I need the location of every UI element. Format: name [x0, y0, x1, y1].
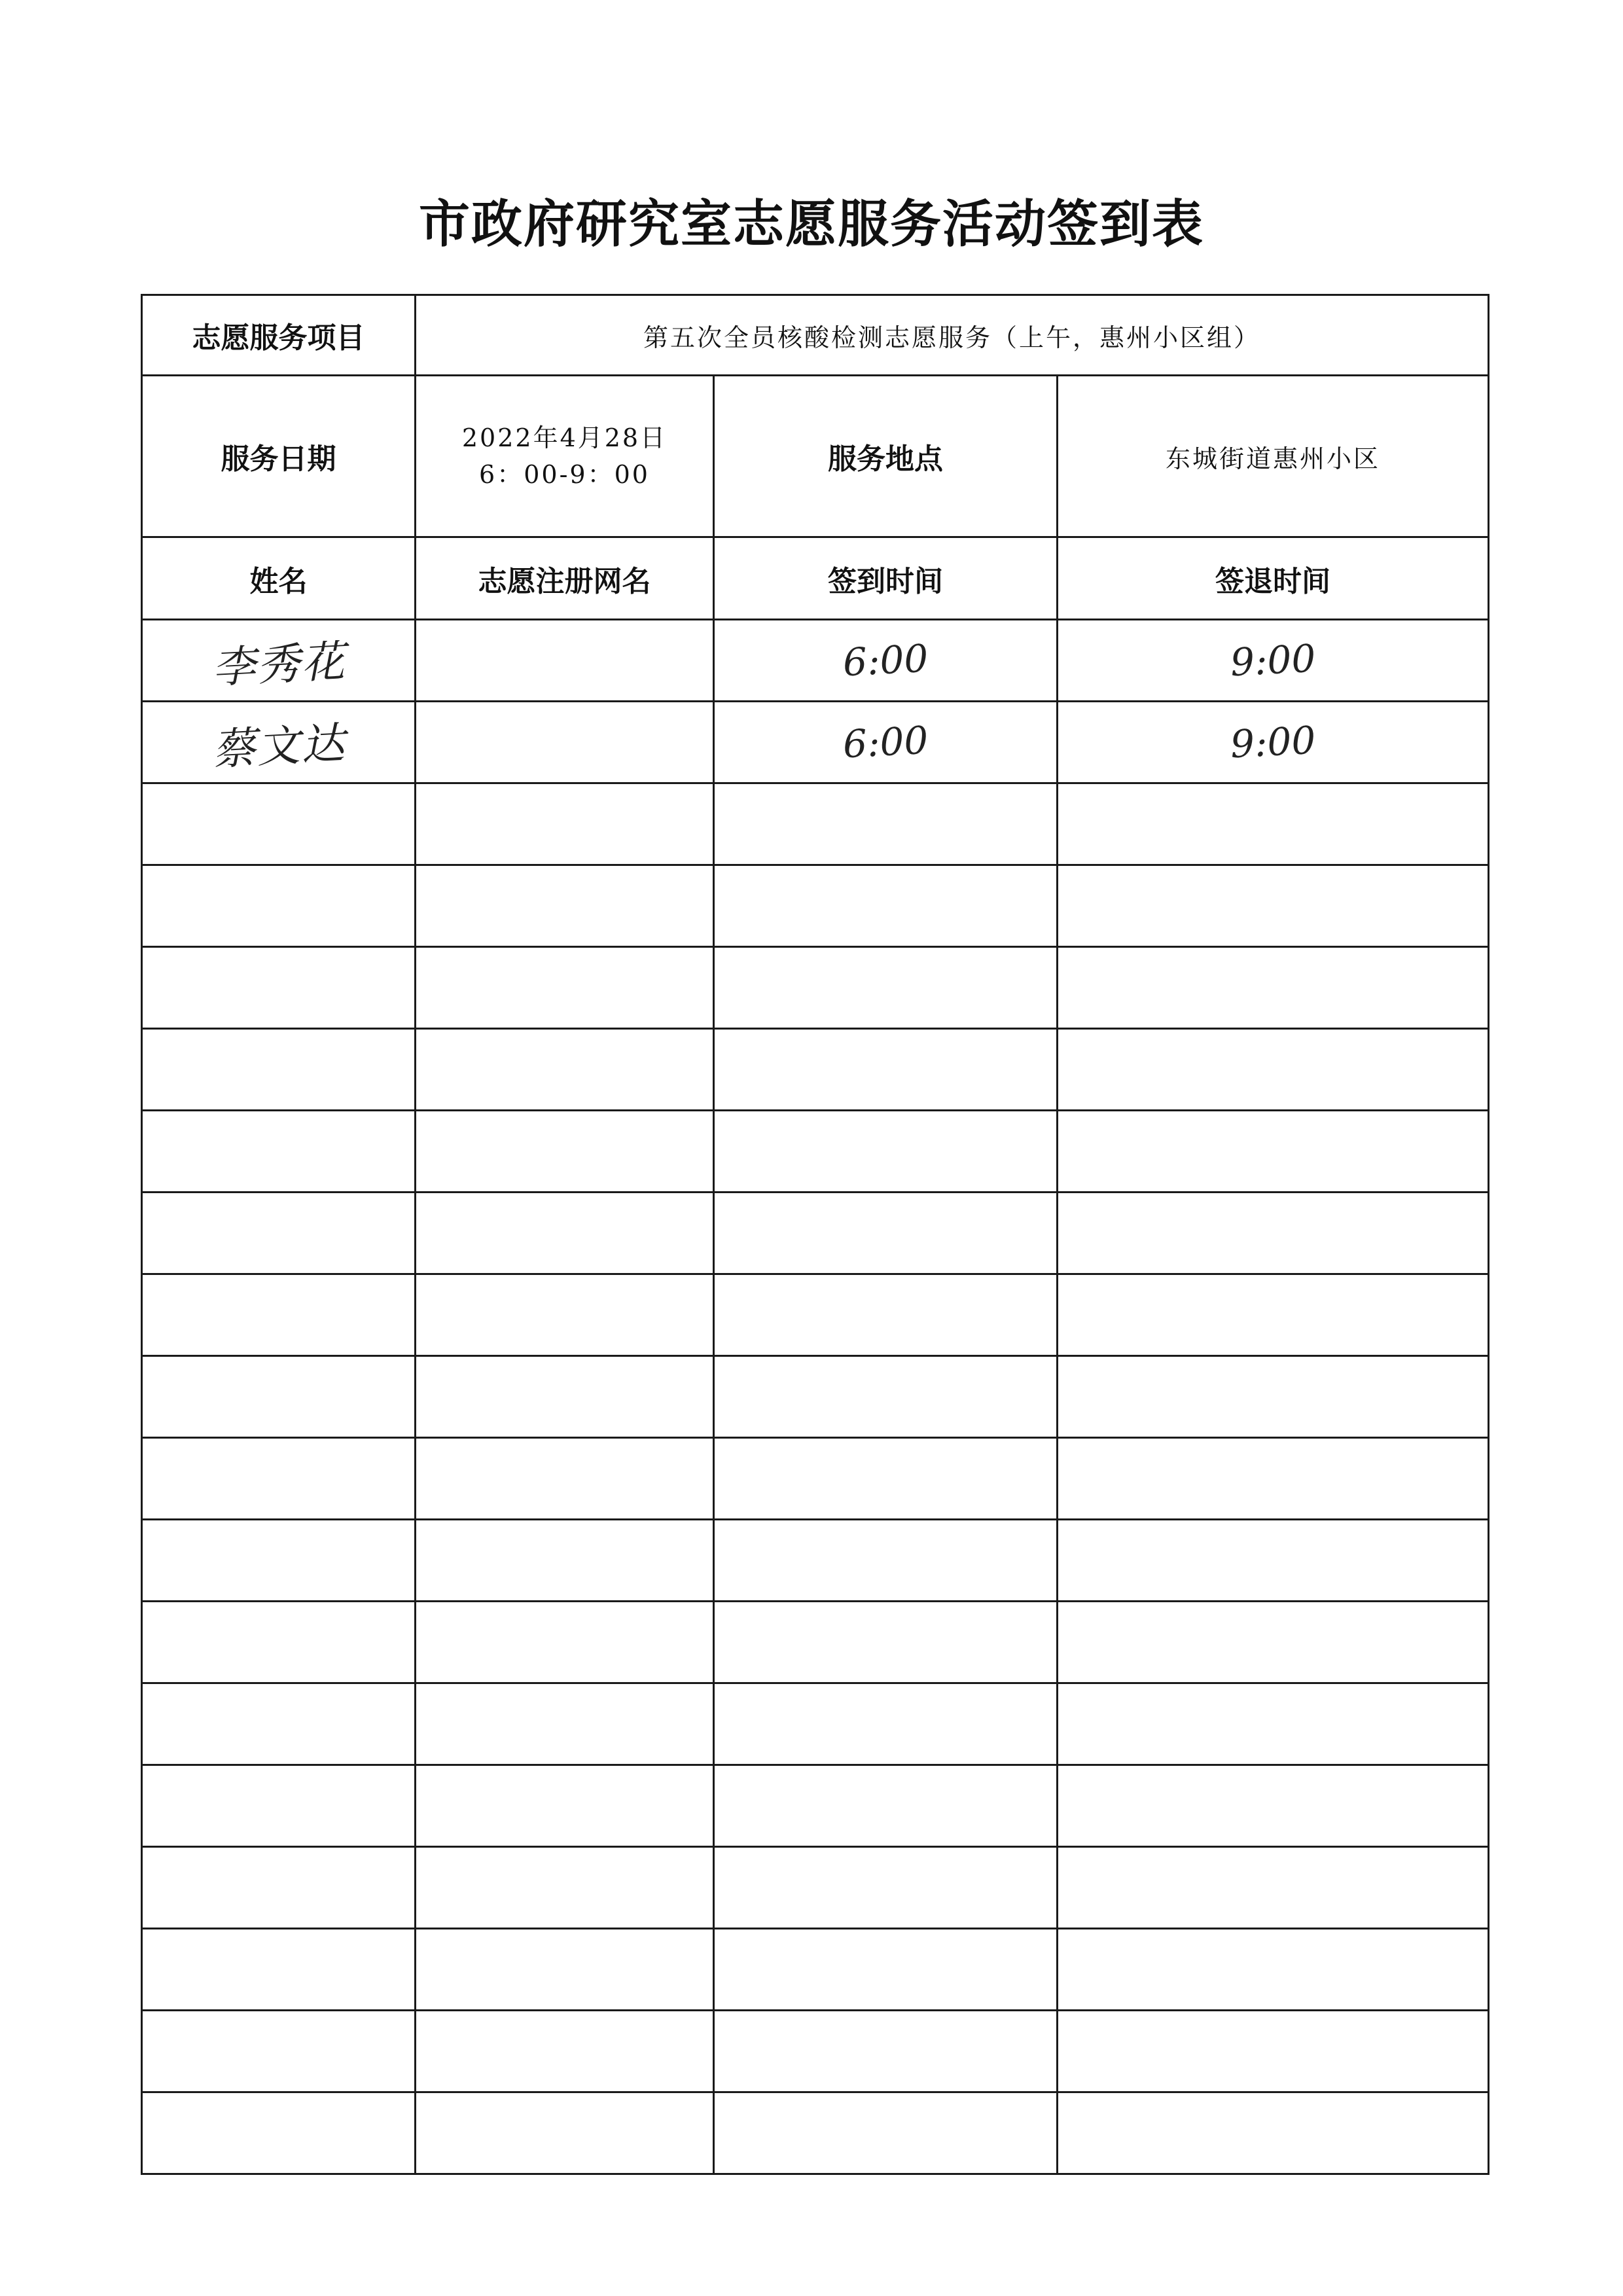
- table-row: [142, 865, 1489, 947]
- sign-in-time-cell: [714, 1602, 1058, 1683]
- signer-name-cell: [142, 1438, 416, 1520]
- registered-name-cell: [416, 1520, 714, 1602]
- sign-in-time-cell: [714, 865, 1058, 947]
- table-row: [142, 2011, 1489, 2092]
- service-date-label: 服务日期: [142, 376, 416, 537]
- service-date-value: [416, 376, 714, 537]
- table-row: [142, 702, 1489, 783]
- registered-name-cell: [416, 1111, 714, 1193]
- sign-out-time-cell: [1058, 1929, 1489, 2011]
- sign-in-time-cell: [714, 620, 1058, 702]
- sign-out-time-cell: [1058, 1602, 1489, 1683]
- registered-name-cell: [416, 1847, 714, 1929]
- table-row: [142, 947, 1489, 1029]
- sign-in-time-cell: [714, 1274, 1058, 1356]
- signer-name: 李秀花: [210, 636, 347, 693]
- sign-out-time-cell: [1058, 2011, 1489, 2092]
- date-place-row: [142, 376, 1489, 537]
- sign-out-time-cell: [1058, 1111, 1489, 1193]
- registered-name-cell: [416, 1274, 714, 1356]
- signer-name-cell: [142, 1029, 416, 1111]
- signer-name-cell: [142, 1193, 416, 1274]
- sign-in-time-cell: [714, 1520, 1058, 1602]
- sign-in-time-cell: [714, 1356, 1058, 1438]
- sign-out-time: 9:00: [1229, 717, 1317, 767]
- registered-name-cell: [416, 1438, 714, 1520]
- signer-name-cell: [142, 947, 416, 1029]
- registered-name-cell: [416, 1356, 714, 1438]
- signer-name-cell: [142, 1847, 416, 1929]
- table-row: [142, 1193, 1489, 1274]
- sign-out-time: 9:00: [1229, 636, 1317, 685]
- sign-out-time-cell: [1058, 1683, 1489, 1765]
- project-label: 志愿服务项目: [142, 295, 416, 376]
- sign-out-time-cell: [1058, 702, 1489, 783]
- sign-in-time-cell: [714, 1193, 1058, 1274]
- service-place-label: 服务地点: [714, 376, 1058, 537]
- service-place-value: 东城街道惠州小区: [1058, 376, 1489, 537]
- registered-name-cell: [416, 1029, 714, 1111]
- sign-out-time-cell: [1058, 2092, 1489, 2174]
- registered-name-cell: [416, 1765, 714, 1847]
- table-row: [142, 2092, 1489, 2174]
- registered-name-cell: [416, 783, 714, 865]
- signer-name-cell: [142, 1683, 416, 1765]
- column-header-sign-in-time: 签到时间: [714, 537, 1058, 620]
- table-row: [142, 1356, 1489, 1438]
- page-title: 市政府研究室志愿服务活动签到表: [418, 194, 1204, 254]
- sign-in-time: 6:00: [842, 717, 929, 767]
- service-date: 2022年4月28日: [461, 423, 668, 452]
- sign-in-time-cell: [714, 947, 1058, 1029]
- column-header-row: [142, 537, 1489, 620]
- signer-name-cell: [142, 1274, 416, 1356]
- table-row: [142, 1929, 1489, 2011]
- sign-out-time-cell: [1058, 620, 1489, 702]
- registered-name-cell: [416, 620, 714, 702]
- signer-name-cell: [142, 1356, 416, 1438]
- signer-name-cell: [142, 1111, 416, 1193]
- signer-name-cell: [142, 2011, 416, 2092]
- registered-name-cell: [416, 865, 714, 947]
- sign-out-time-cell: [1058, 1274, 1489, 1356]
- table-row: [142, 1847, 1489, 1929]
- sign-in-time-cell: [714, 783, 1058, 865]
- sign-in-time: 6:00: [842, 636, 929, 685]
- table-row: [142, 783, 1489, 865]
- project-row: [142, 295, 1489, 376]
- sign-in-time-cell: [714, 702, 1058, 783]
- sign-in-time-cell: [714, 2092, 1058, 2174]
- sign-in-time-cell: [714, 1929, 1058, 2011]
- signer-name-cell: [142, 783, 416, 865]
- sign-in-time-cell: [714, 1765, 1058, 1847]
- table-row: [142, 1602, 1489, 1683]
- signer-name-cell: [142, 1765, 416, 1847]
- signer-name-cell: [142, 620, 416, 702]
- registered-name-cell: [416, 2011, 714, 2092]
- registered-name-cell: [416, 1683, 714, 1765]
- signer-name-cell: [142, 1520, 416, 1602]
- sign-in-table: [141, 294, 1489, 2175]
- table-row: [142, 1683, 1489, 1765]
- registered-name-cell: [416, 947, 714, 1029]
- signer-name: 蔡文达: [210, 717, 347, 775]
- table-row: [142, 1274, 1489, 1356]
- sign-out-time-cell: [1058, 865, 1489, 947]
- signer-name-cell: [142, 865, 416, 947]
- table-row: [142, 1438, 1489, 1520]
- sign-in-time-cell: [714, 1111, 1058, 1193]
- sign-out-time-cell: [1058, 783, 1489, 865]
- sign-out-time-cell: [1058, 1193, 1489, 1274]
- service-time: 6：00-9：00: [479, 460, 650, 489]
- sign-out-time-cell: [1058, 947, 1489, 1029]
- table-row: [142, 1111, 1489, 1193]
- sign-out-time-cell: [1058, 1847, 1489, 1929]
- registered-name-cell: [416, 702, 714, 783]
- sign-in-time-cell: [714, 1683, 1058, 1765]
- sign-in-time-cell: [714, 1029, 1058, 1111]
- column-header-sign-out-time: 签退时间: [1058, 537, 1489, 620]
- sign-out-time-cell: [1058, 1438, 1489, 1520]
- sign-in-time-cell: [714, 1847, 1058, 1929]
- registered-name-cell: [416, 1929, 714, 2011]
- table-row: [142, 1029, 1489, 1111]
- column-header-name: 姓名: [142, 537, 416, 620]
- column-header-registered-name: 志愿注册网名: [416, 537, 714, 620]
- table-row: [142, 1520, 1489, 1602]
- sign-in-time-cell: [714, 1438, 1058, 1520]
- signer-name-cell: [142, 2092, 416, 2174]
- signer-name-cell: [142, 1602, 416, 1683]
- sign-out-time-cell: [1058, 1029, 1489, 1111]
- registered-name-cell: [416, 2092, 714, 2174]
- sign-out-time-cell: [1058, 1520, 1489, 1602]
- signer-name-cell: [142, 1929, 416, 2011]
- table-row: [142, 620, 1489, 702]
- sign-out-time-cell: [1058, 1765, 1489, 1847]
- registered-name-cell: [416, 1602, 714, 1683]
- project-value: 第五次全员核酸检测志愿服务（上午，惠州小区组）: [416, 295, 1489, 376]
- registered-name-cell: [416, 1193, 714, 1274]
- signer-name-cell: [142, 702, 416, 783]
- table-row: [142, 1765, 1489, 1847]
- sign-out-time-cell: [1058, 1356, 1489, 1438]
- sign-in-time-cell: [714, 2011, 1058, 2092]
